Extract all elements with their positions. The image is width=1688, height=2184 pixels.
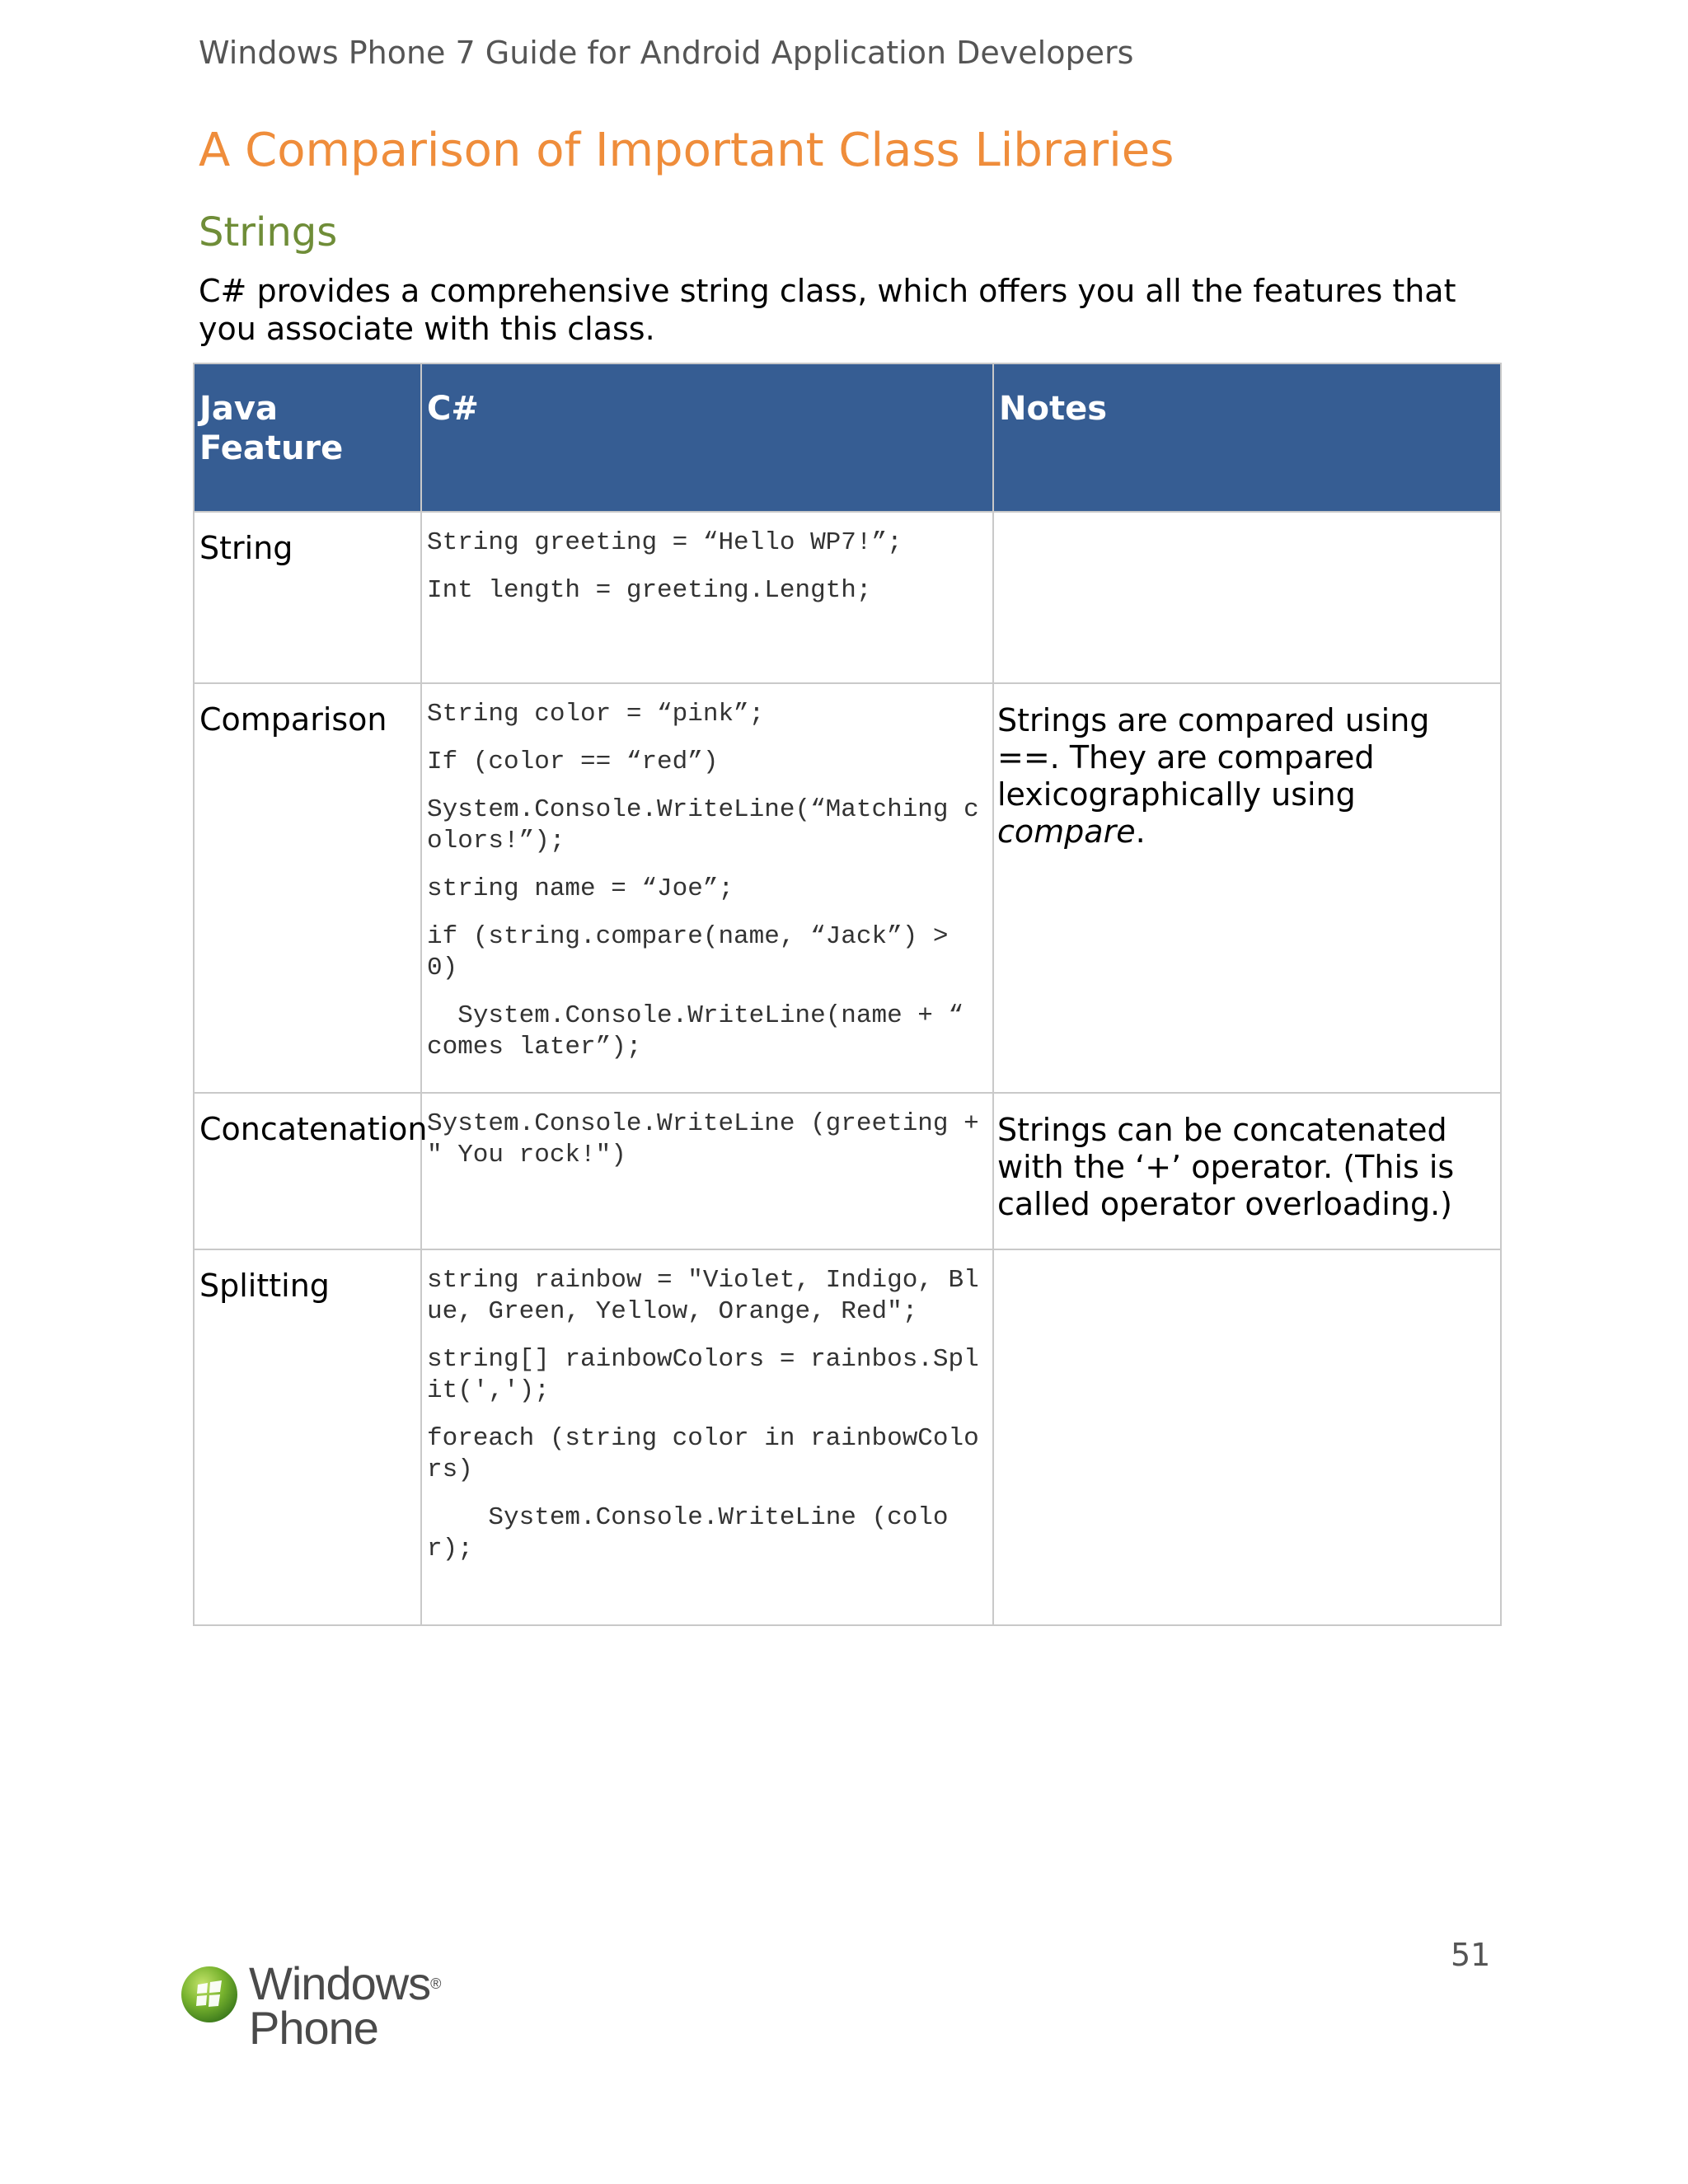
- table-header-row: [194, 363, 1501, 512]
- windows-flag-icon: [180, 1965, 239, 2024]
- header-notes: [993, 363, 1501, 512]
- logo-registered-mark: ®: [430, 1975, 441, 1992]
- feature-cell: Splitting: [194, 1249, 421, 1625]
- header-java-feature-label: Java Feature: [199, 390, 344, 467]
- windows-phone-wordmark: [249, 1957, 441, 2054]
- notes-cell: [993, 512, 1501, 683]
- table-row-comparison: [194, 683, 1501, 1093]
- section-title: Strings: [199, 209, 338, 255]
- section-intro: C# provides a comprehensive string class, which offers you all the features that you associate with this class.: [199, 273, 1456, 347]
- feature-cell: Concatenation: [194, 1093, 421, 1249]
- feature-cell: String: [194, 512, 421, 683]
- notes-text-end: .: [1135, 813, 1146, 850]
- notes-cell: Strings can be concatenated with the ‘+’ operator. (This is called operator overloading.): [993, 1093, 1501, 1249]
- table-row-string: [194, 512, 1501, 683]
- running-header: Windows Phone 7 Guide for Android Application Developers: [199, 35, 1134, 71]
- comparison-table: [193, 363, 1502, 1626]
- notes-emphasis: compare: [997, 813, 1136, 850]
- chapter-title: A Comparison of Important Class Libraries: [199, 124, 1175, 177]
- code-line: System.Console.WriteLine(“Matching colors!”);: [427, 795, 979, 855]
- code-line: if (string.compare(name, “Jack”) > 0): [427, 922, 964, 982]
- feature-cell: Comparison: [194, 683, 421, 1093]
- code-line: String greeting = “Hello WP7!”;: [427, 528, 903, 557]
- logo-line-2: Phone: [249, 2002, 378, 2054]
- logo-line-1: Windows: [249, 1957, 431, 2009]
- notes-text: Strings are compared using ==. They are compared lexicographically using: [997, 702, 1430, 813]
- table-row-concatenation: [194, 1093, 1501, 1249]
- code-line: string rainbow = "Violet, Indigo, Blue, Green, Yellow, Orange, Red";: [427, 1266, 979, 1326]
- header-java-feature: [194, 363, 421, 512]
- code-cell: [421, 1093, 993, 1249]
- code-line: If (color == “red”): [427, 748, 719, 776]
- notes-cell: [993, 1249, 1501, 1625]
- header-csharp: [421, 363, 993, 512]
- header-csharp-label: C#: [427, 390, 479, 428]
- notes-cell: [993, 683, 1501, 1093]
- code-line: foreach (string color in rainbowColors): [427, 1424, 979, 1484]
- page-number: 51: [1451, 1937, 1491, 1973]
- code-line: string name = “Joe”;: [427, 874, 734, 903]
- code-line: System.Console.WriteLine(name + “ comes later”);: [427, 1001, 979, 1062]
- code-cell: [421, 683, 993, 1093]
- code-line: String color = “pink”;: [427, 700, 765, 729]
- code-cell: [421, 512, 993, 683]
- code-line: System.Console.WriteLine (color);: [427, 1503, 949, 1563]
- code-cell: [421, 1249, 993, 1625]
- table-row-splitting: [194, 1249, 1501, 1625]
- code-line: string[] rainbowColors = rainbos.Split(',');: [427, 1345, 979, 1405]
- header-notes-label: Notes: [999, 390, 1108, 428]
- code-line: System.Console.WriteLine (greeting + " You rock!"): [427, 1109, 995, 1169]
- code-line: Int length = greeting.Length;: [427, 576, 872, 605]
